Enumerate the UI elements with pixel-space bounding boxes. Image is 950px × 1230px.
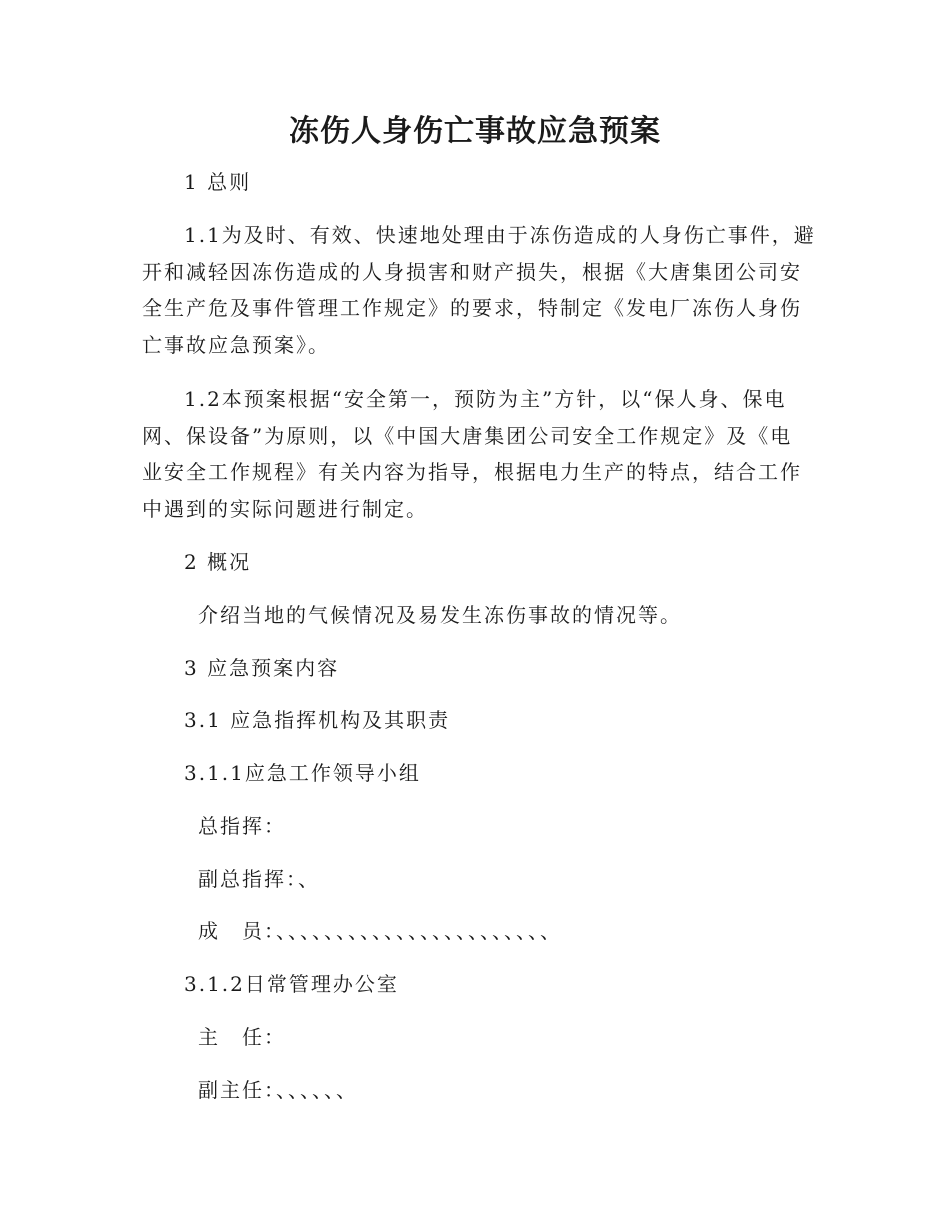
paragraph-line: 中遇到的实际问题进行制定。	[142, 496, 428, 521]
paragraph-1-1	[142, 217, 816, 363]
section-3-heading: 3 应急预案内容	[184, 656, 340, 680]
document-title: 冻伤人身伤亡事故应急预案	[289, 114, 661, 149]
section-3-1-1-heading: 3.1.1应急工作领导小组	[184, 761, 421, 785]
deputy-director-line: 副主任：、、、、、、	[198, 1078, 358, 1102]
paragraph-line: 开和减轻因冻伤造成的人身损害和财产损失，根据《大唐集团公司安	[142, 259, 802, 284]
paragraph-1-2	[142, 381, 812, 527]
section-1-heading: 1 总则	[184, 170, 252, 194]
section-2-heading: 2 概况	[184, 550, 252, 574]
director-line: 主 任：	[198, 1025, 286, 1049]
deputy-commander-line: 副总指挥：、	[198, 867, 320, 891]
section-3-1-2-heading: 3.1.2日常管理办公室	[184, 972, 399, 996]
commander-line: 总指挥：	[198, 814, 286, 838]
section-3-1-heading: 3.1 应急指挥机构及其职责	[184, 708, 451, 732]
section-2-text: 介绍当地的气候情况及易发生冻伤事故的情况等。	[198, 603, 682, 627]
paragraph-line: 亡事故应急预案》。	[142, 332, 330, 357]
paragraph-line: 1.1为及时、有效、快速地处理由于冻伤造成的人身伤亡事件，避	[184, 223, 816, 247]
paragraph-line: 全生产危及事件管理工作规定》的要求，特制定《发电厂冻伤人身伤	[142, 296, 802, 320]
paragraph-line: 1.2本预案根据“安全第一，预防为主”方针，以“保人身、保电	[184, 387, 787, 411]
paragraph-line: 网、保设备”为原则，以《中国大唐集团公司安全工作规定》及《电	[142, 423, 793, 448]
members-line: 成 员：、、、、、、、、、、、、、、、、、、、、、、、	[198, 919, 562, 943]
paragraph-line: 业安全工作规程》有关内容为指导，根据电力生产的特点，结合工作	[142, 460, 802, 484]
